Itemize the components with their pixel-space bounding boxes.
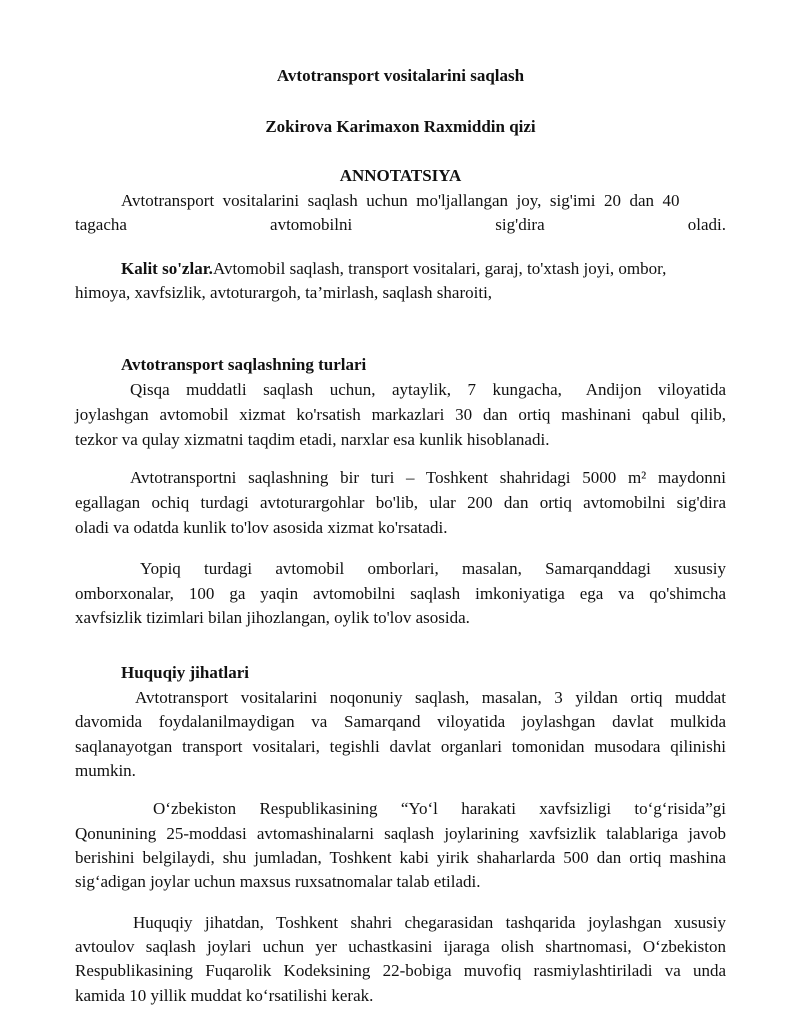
paragraph-line: oladi va odatda kunlik to'lov asosida xizmat ko'rsatadi. — [75, 518, 448, 537]
paragraph-line: Yopiq turdagi avtomobil omborlari, masalan, Samarqanddagi xususiy — [140, 559, 726, 578]
annotation-heading: ANNOTATSIYA — [339, 166, 462, 185]
section-heading-storage-types: Avtotransport saqlashning turlari — [121, 355, 367, 374]
paragraph-line: Avtotransport vositalarini noqonuniy saqlash, masalan, 3 yildan ortiq muddat — [135, 688, 726, 707]
paragraph-line: joylashgan avtomobil xizmat ko'rsatish markazlari 30 dan ortiq mashinani qabul qilib, — [75, 405, 726, 424]
paragraph-line: tezkor va qulay xizmatni taqdim etadi, narxlar esa kunlik hisoblanadi. — [75, 430, 550, 449]
paragraph-line: omborxonalar, 100 ga yaqin avtomobilni saqlash imkoniyatiga ega va qo'shimcha — [75, 584, 726, 603]
annotation-line: Avtotransport vositalarini saqlash uchun mo'ljallangan joy, sig'imi 20 dan 40 — [121, 191, 680, 210]
paragraph-line: saqlanayotgan transport vositalari, tegishli davlat organlari tomonidan musodara qilinishi — [75, 737, 726, 756]
paragraph-line: Huquqiy jihatdan, Toshkent shahri chegarasidan tashqarida joylashgan xususiy — [133, 913, 726, 932]
paragraph-line: O‘zbekiston Respublikasining “Yo‘l harakati xavfsizligi to‘g‘risida”gi — [153, 799, 726, 818]
paragraph-line: sig‘adigan joylar uchun maxsus ruxsatnomalar talab etiladi. — [75, 872, 481, 891]
section-heading-legal-aspects: Huquqiy jihatlari — [121, 663, 250, 682]
keywords-label: Kalit so'zlar. — [121, 259, 213, 278]
paragraph-line: mumkin. — [75, 761, 136, 780]
paragraph-line: egallagan ochiq turdagi avtoturargohlar bo'lib, ular 200 dan ortiq avtomobilni sig'dira — [75, 493, 726, 512]
paragraph-line: kamida 10 yillik muddat ko‘rsatilishi kerak. — [75, 986, 374, 1005]
keywords-text: Avtomobil saqlash, transport vositalari, garaj, to'xtash joyi, ombor, — [212, 259, 667, 278]
paragraph-line: xavfsizlik tizimlari bilan jihozlangan, oylik to'lov asosida. — [75, 608, 470, 627]
paragraph-line: Qisqa muddatli saqlash uchun, aytaylik, 7 kungacha, Andijon viloyatida — [130, 380, 726, 399]
paragraph-line: Respublikasining Fuqarolik Kodeksining 22-bobiga muvofiq rasmiylashtiriladi va unda — [75, 961, 726, 980]
document-title: Avtotransport vositalarini saqlash — [276, 66, 525, 85]
paragraph-line: Qonunining 25-moddasi avtomashinalarni saqlash joylarining xavfsizlik talablariga javob — [75, 824, 726, 843]
annotation-line: tagacha avtomobilni sig'dira oladi. — [75, 215, 726, 234]
keywords-line: himoya, xavfsizlik, avtoturargoh, ta’mirlash, saqlash sharoiti, — [75, 283, 493, 302]
paragraph-line: avtoulov saqlash joylari uchun yer uchastkasini ijaraga olish shartnomasi, O‘zbekiston — [75, 937, 726, 956]
paragraph-line: berishini belgilaydi, shu jumladan, Toshkent kabi yirik shaharlarda 500 dan ortiq mashina — [75, 848, 726, 867]
paragraph-line: Avtotransportni saqlashning bir turi – Toshkent shahridagi 5000 m² maydonni — [130, 468, 726, 487]
paragraph-line: davomida foydalanilmaydigan va Samarqand viloyatida joylashgan davlat mulkida — [75, 712, 726, 731]
keywords-line — [121, 257, 726, 281]
document-author: Zokirova Karimaxon Raxmiddin qizi — [265, 117, 536, 136]
